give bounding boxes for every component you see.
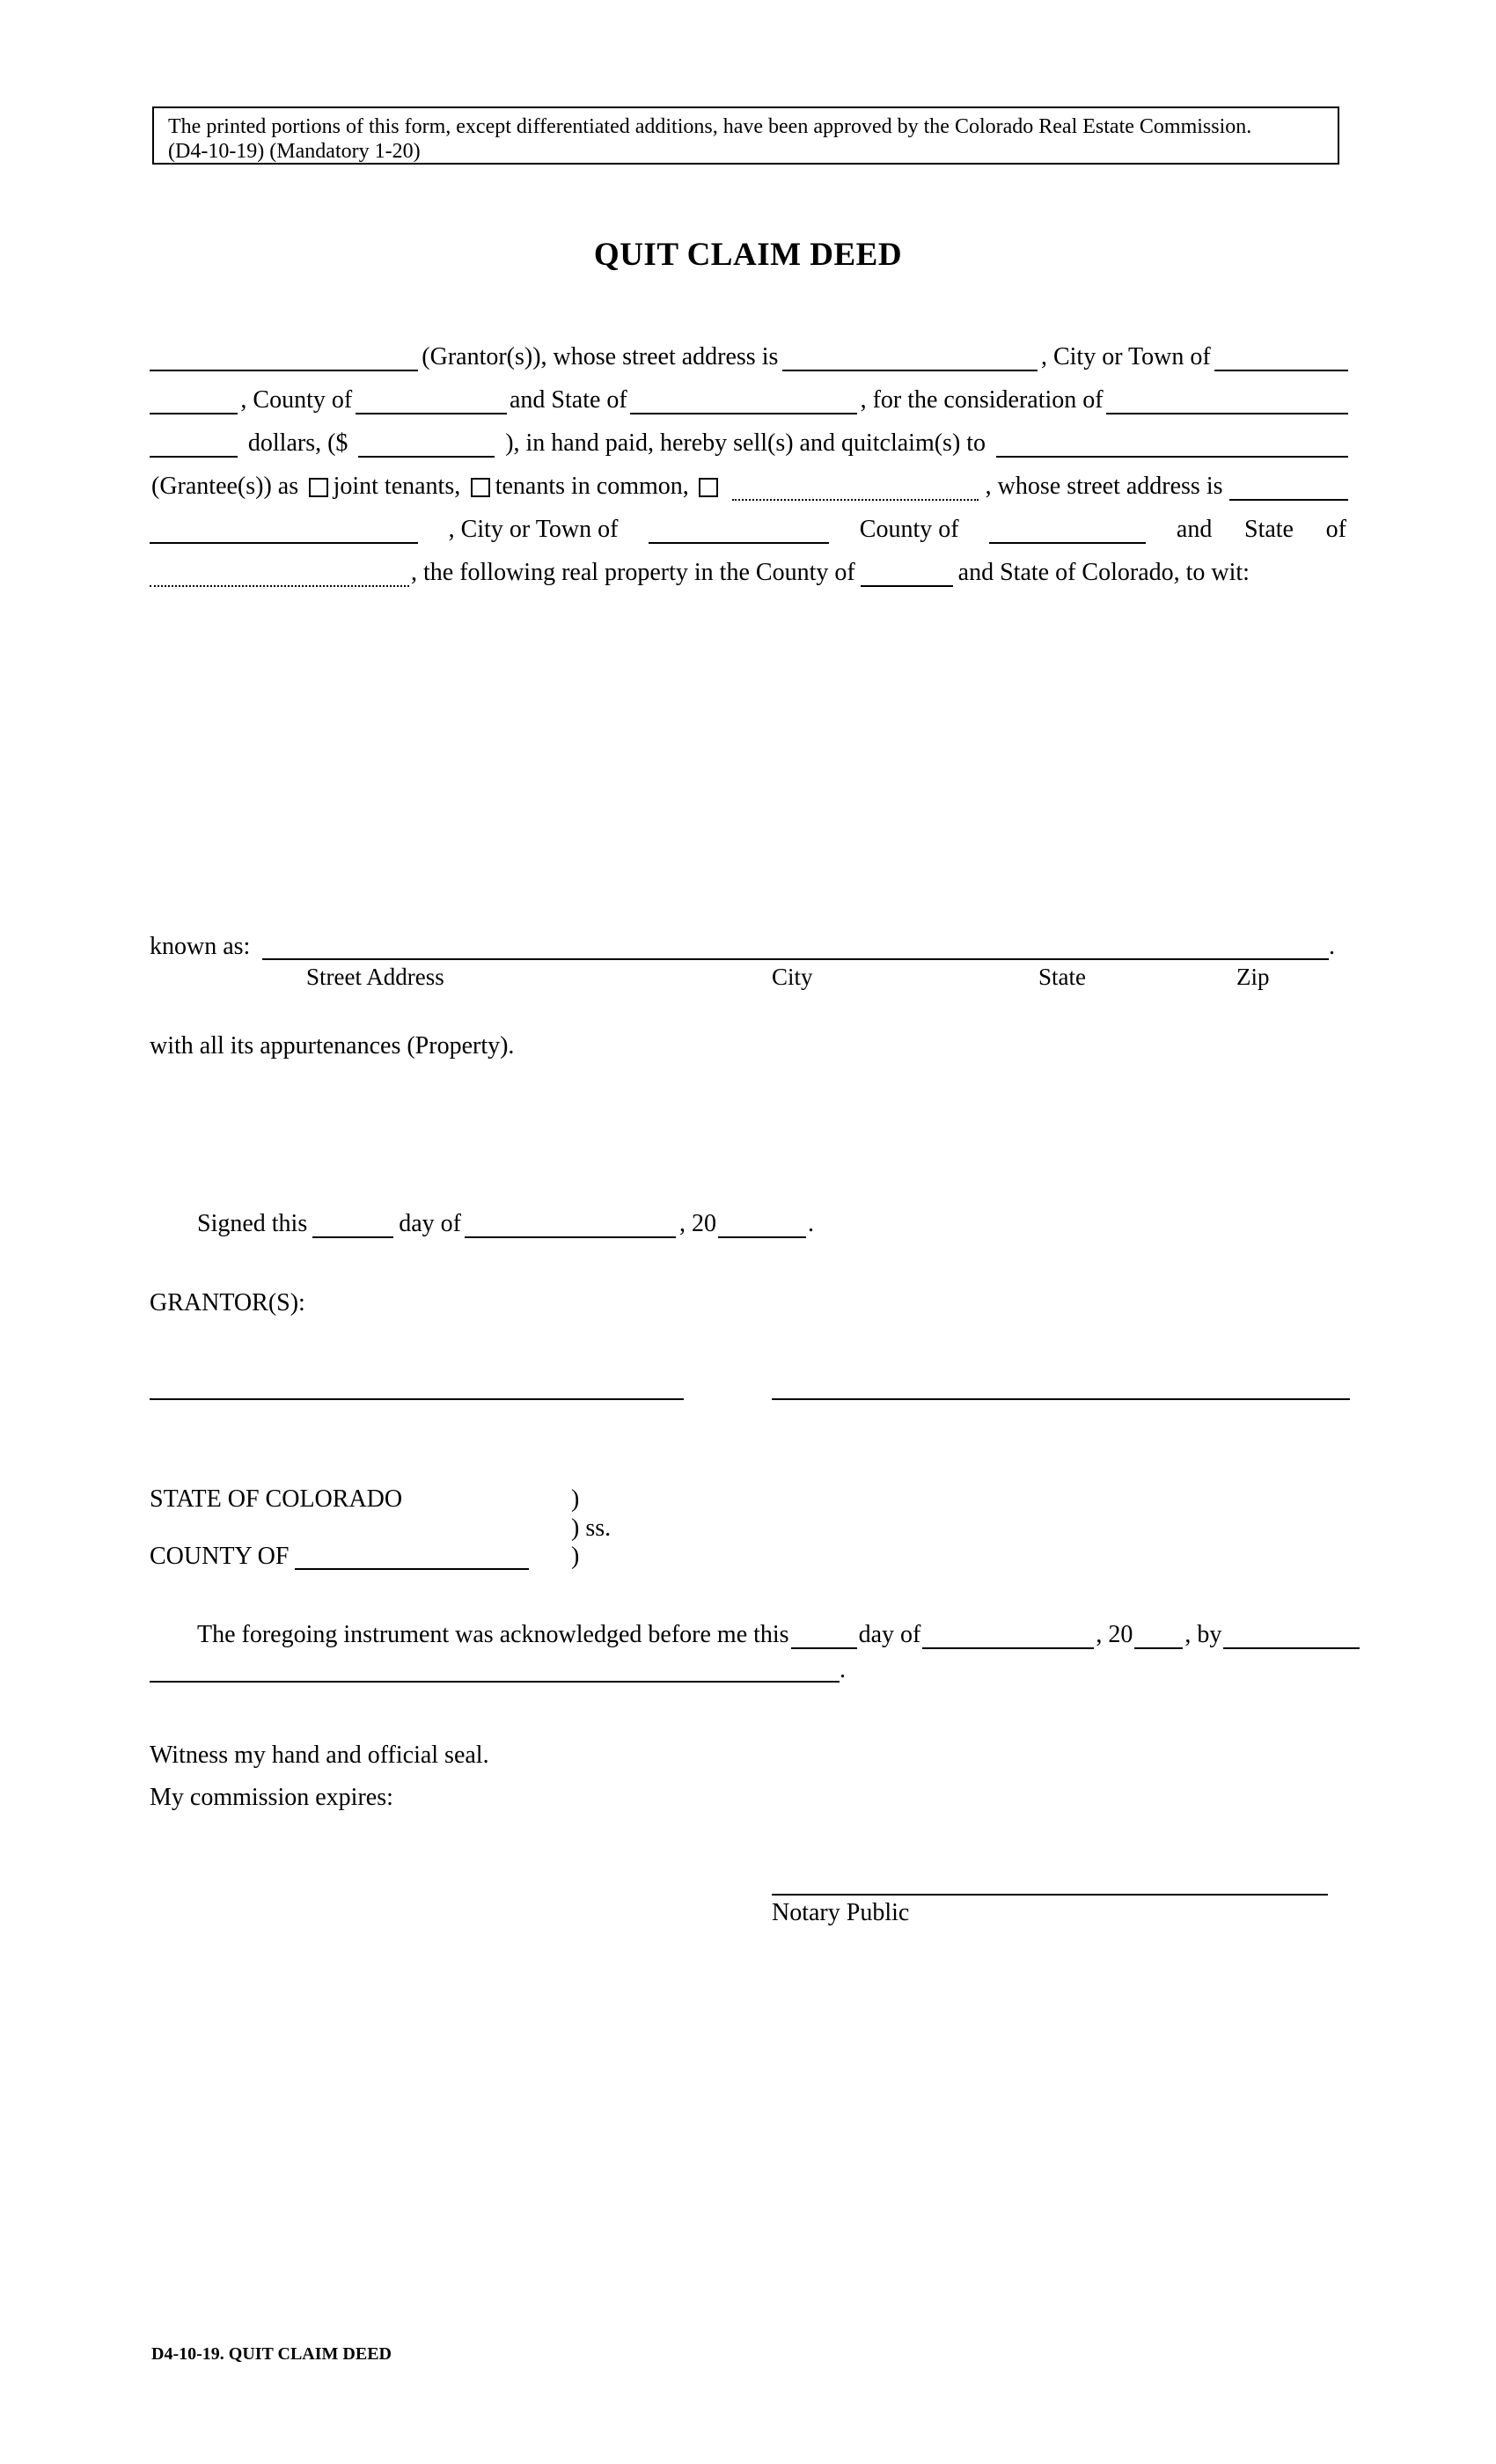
state-colorado-label: and State of Colorado, to wit:: [957, 559, 1250, 586]
signed-this-label: Signed this: [197, 1210, 308, 1237]
zip-caption: Zip: [1236, 964, 1270, 990]
property-county-field[interactable]: [861, 559, 953, 587]
notice-line-2: (D4-10-19) (Mandatory 1-20): [168, 140, 421, 163]
other-tenancy-field[interactable]: [732, 473, 979, 501]
page-title: QUIT CLAIM DEED: [593, 237, 903, 273]
signed-day-of-label: day of: [399, 1210, 461, 1237]
dollars-label: dollars, ($: [247, 429, 348, 457]
joint-tenants-label: joint tenants,: [333, 473, 461, 500]
acknowledgment-text: The foregoing instrument was acknowledged before me this: [197, 1621, 789, 1648]
body-row-5: [150, 509, 1348, 544]
known-as-label: known as:: [150, 933, 251, 960]
ack-month-field[interactable]: [922, 1621, 1094, 1649]
grantee-county-label: County of: [859, 516, 959, 543]
tenants-in-common-checkbox[interactable]: [471, 478, 490, 497]
consideration-words-field[interactable]: [1106, 386, 1348, 414]
signed-row: [195, 1203, 829, 1238]
known-as-address-field[interactable]: [262, 958, 1329, 960]
joint-tenants-checkbox[interactable]: [309, 478, 328, 497]
state-of-colorado-label: STATE OF COLORADO: [150, 1485, 403, 1513]
venue-paren-ss: ) ss.: [571, 1514, 612, 1542]
grantee-street-label: , whose street address is: [985, 473, 1223, 500]
consideration-label: , for the consideration of: [860, 386, 1104, 414]
known-as-period: .: [1329, 933, 1335, 960]
ack-year-field[interactable]: [1134, 1621, 1183, 1649]
paid-quitclaim-label: ), in hand paid, hereby sell(s) and quitclaim(s) to: [505, 429, 986, 457]
grantor-city-field-cont[interactable]: [150, 386, 238, 414]
venue-county-field[interactable]: [295, 1568, 529, 1570]
state-caption: State: [1038, 964, 1086, 990]
grantee-and-label: and: [1176, 516, 1213, 543]
notary-public-label: Notary Public: [772, 1899, 910, 1926]
ack-by-field-cont[interactable]: [150, 1681, 840, 1683]
grantee-state-label: State: [1244, 516, 1294, 543]
grantor-city-field[interactable]: [1214, 343, 1348, 371]
property-county-label: , the following real property in the County of: [411, 559, 855, 586]
body-row-4: [150, 466, 1348, 501]
grantor-name-field[interactable]: [150, 343, 418, 371]
grantee-street-field-cont[interactable]: [150, 516, 418, 544]
grantor-label: (Grantor(s)), whose street address is: [422, 343, 779, 370]
tenants-in-common-label: tenants in common,: [495, 473, 689, 500]
ack-year-prefix: , 20: [1096, 1621, 1133, 1648]
consideration-amount-field[interactable]: [358, 429, 495, 458]
grantee-of-label: of: [1325, 516, 1346, 543]
footer-form-id: D4-10-19. QUIT CLAIM DEED: [151, 2344, 392, 2364]
grantee-county-field[interactable]: [989, 516, 1146, 544]
appurtenances-text: with all its appurtenances (Property).: [150, 1032, 515, 1060]
witness-text: Witness my hand and official seal.: [150, 1742, 489, 1769]
grantees-as-label: (Grantee(s)) as: [151, 473, 299, 500]
grantee-city-field[interactable]: [649, 516, 829, 544]
street-address-caption: Street Address: [306, 964, 444, 990]
grantee-state-field[interactable]: [150, 559, 409, 587]
body-row-6: [150, 552, 1348, 587]
grantee-name-field[interactable]: [996, 429, 1348, 458]
venue-paren-1: ): [571, 1485, 580, 1513]
grantor-state-field[interactable]: [630, 386, 857, 414]
notice-line-1: The printed portions of this form, except differentiated additions, have been approved by the Colorado Real Estate Commission.: [168, 115, 1252, 138]
ack-period: .: [840, 1656, 846, 1683]
other-tenancy-option[interactable]: [695, 473, 979, 501]
county-of-label: COUNTY OF: [150, 1543, 290, 1570]
tenants-in-common-option[interactable]: [467, 473, 691, 501]
notary-signature-line[interactable]: [772, 1894, 1328, 1896]
body-row-3: [150, 422, 1348, 458]
commission-notice-box: [152, 106, 1339, 165]
grantor-county-label: , County of: [240, 386, 353, 414]
body-row-2: [150, 379, 1348, 414]
consideration-words-field-cont[interactable]: [150, 429, 238, 458]
grantor-city-label: , City or Town of: [1040, 343, 1211, 370]
ack-by-field[interactable]: [1223, 1621, 1360, 1649]
signed-period: .: [808, 1210, 814, 1237]
grantor-street-field[interactable]: [782, 343, 1038, 371]
grantor-signature-line-2[interactable]: [772, 1398, 1350, 1400]
grantee-street-field[interactable]: [1229, 473, 1348, 501]
city-caption: City: [772, 964, 813, 990]
ack-day-field[interactable]: [791, 1621, 857, 1649]
venue-paren-3: ): [571, 1543, 580, 1570]
signed-day-field[interactable]: [312, 1210, 393, 1238]
acknowledgment-row: [195, 1614, 1350, 1649]
ack-day-of-label: day of: [858, 1621, 921, 1648]
commission-expires-label: My commission expires:: [150, 1784, 393, 1811]
signed-year-prefix: , 20: [679, 1210, 716, 1237]
grantors-label: GRANTOR(S):: [150, 1289, 305, 1316]
grantor-state-label: and State of: [510, 386, 627, 414]
grantor-county-field[interactable]: [356, 386, 507, 414]
ack-by-label: , by: [1184, 1621, 1222, 1648]
joint-tenants-option[interactable]: [305, 473, 463, 501]
grantee-city-label: , City or Town of: [448, 516, 619, 543]
other-tenancy-checkbox[interactable]: [699, 478, 718, 497]
signed-year-field[interactable]: [718, 1210, 806, 1238]
body-row-1: [150, 336, 1348, 371]
signed-month-field[interactable]: [465, 1210, 676, 1238]
grantor-signature-line-1[interactable]: [150, 1398, 684, 1400]
